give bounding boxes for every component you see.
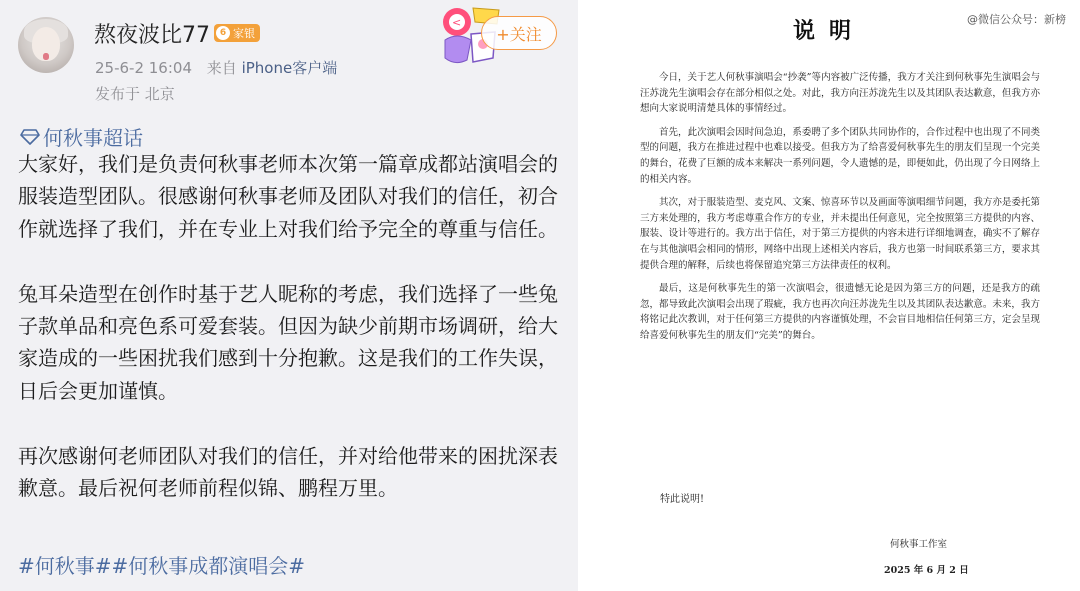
document-paragraph: 最后，这是何秋事先生的第一次演唱会，很遗憾无论是因为第三方的问题，还是我方的疏忽，都导致此次演唱会出现了瑕疵，我方也再次向汪苏泷先生以及其团队表达歉意。未来，我方将铭记此次教训，对于任何第三方提供的内容谨慎处理，不会盲目地相信任何第三方，定会呈现给喜爱何秋事先生的朋友们“完美”的舞台。 — [640, 283, 1040, 341]
post-hashtags[interactable]: #何秋事##何秋事成都演唱会# — [18, 554, 306, 578]
document-paragraph: 首先，此次演唱会因时间急迫，系委聘了多个团队共同协作的，合作过程中也出现了不同类型的问题，我方在推进过程中也难以接受。但我方为了给喜爱何秋事先生的朋友们呈现一个完美的舞台，花费了巨额的成本来解决一系列问题，令人遗憾的是，即便如此，仍出现了今日网络上的相关内容。 — [640, 126, 1040, 185]
topic-label: 何秋事超话 — [43, 126, 143, 150]
fan-level-badge — [214, 24, 260, 42]
avatar-lips — [43, 53, 49, 60]
post-location: 发布于 北京 — [95, 85, 175, 103]
badge-label: 家银 — [233, 27, 255, 40]
document-body — [640, 70, 1040, 352]
document-title: 说明 — [792, 18, 865, 44]
post-paragraph: 兔耳朵造型在创作时基于艺人昵称的考虑，我们选择了一些兔子款单品和亮色系可爱套装。但因为缺少前期市场调研，给大家造成的一些困扰我们感到十分抱歉。这是我们的工作失误，日后会更加谨慎。 — [18, 281, 558, 403]
post-source-prefix: 来自 — [206, 59, 237, 77]
post-body — [18, 148, 566, 504]
post-timestamp: 25-6-2 16:04 — [95, 59, 192, 77]
post-paragraph: 再次感谢何老师团队对我们的信任，并对给他带来的困扰深表歉意。最后祝何老师前程似锦、鹏程万里。 — [18, 443, 558, 501]
post-paragraph: 大家好，我们是负责何秋事老师本次第一篇章成都站演唱会的服装造型团队。很感谢何秋事老师及团队对我们的信任，初合作就选择了我们，并在专业上对我们给予完全的尊重与信任。 — [18, 152, 558, 241]
follow-button[interactable]: +关注 — [481, 16, 557, 50]
topic-link[interactable] — [20, 122, 143, 151]
watermark: @微信公众号：新榜 — [967, 13, 1066, 26]
document-closing: 特此说明! — [660, 494, 705, 505]
avatar[interactable] — [18, 17, 74, 73]
post-source[interactable]: iPhone客户端 — [241, 59, 338, 77]
document-paragraph: 今日，关于艺人何秋事演唱会“抄袭”等内容被广泛传播，我方才关注到何秋事先生演唱会与汪苏泷先生演唱会存在部分相似之处。对此，我方向汪苏泷先生以及其团队表达歉意，但我方亦想向大家说明清楚具体的事情经过。 — [640, 72, 1040, 115]
username[interactable]: 熬夜波比77 — [94, 23, 210, 48]
statement-document — [578, 0, 1080, 591]
diamond-icon — [20, 128, 40, 146]
svg-text:<: < — [452, 16, 462, 29]
document-signature: 何秋事工作室 — [890, 539, 948, 550]
badge-level: 6 — [216, 26, 230, 40]
document-paragraph: 其次，对于服装造型、麦克风、文案、惊喜环节以及画面等演唱细节问题，我方亦是委托第三方来处理的，我方考虑尊重合作方的专业，并未提出任何意见，完全按照第三方提供的内容、服装、设计等进行的。我方出于信任，对于第三方提供的内容未进行详细地调查，确实不了解存在与其他演唱会相同的情形，网络中出现上述相关内容后，我方也第一时间联系第三方，要求其提供合理的解释，后续也将保留追究第三方法律责任的权利。 — [640, 197, 1040, 271]
document-date: 2025 年 6 月 2 日 — [884, 565, 969, 576]
post-meta — [95, 57, 337, 78]
post-header — [0, 0, 578, 116]
